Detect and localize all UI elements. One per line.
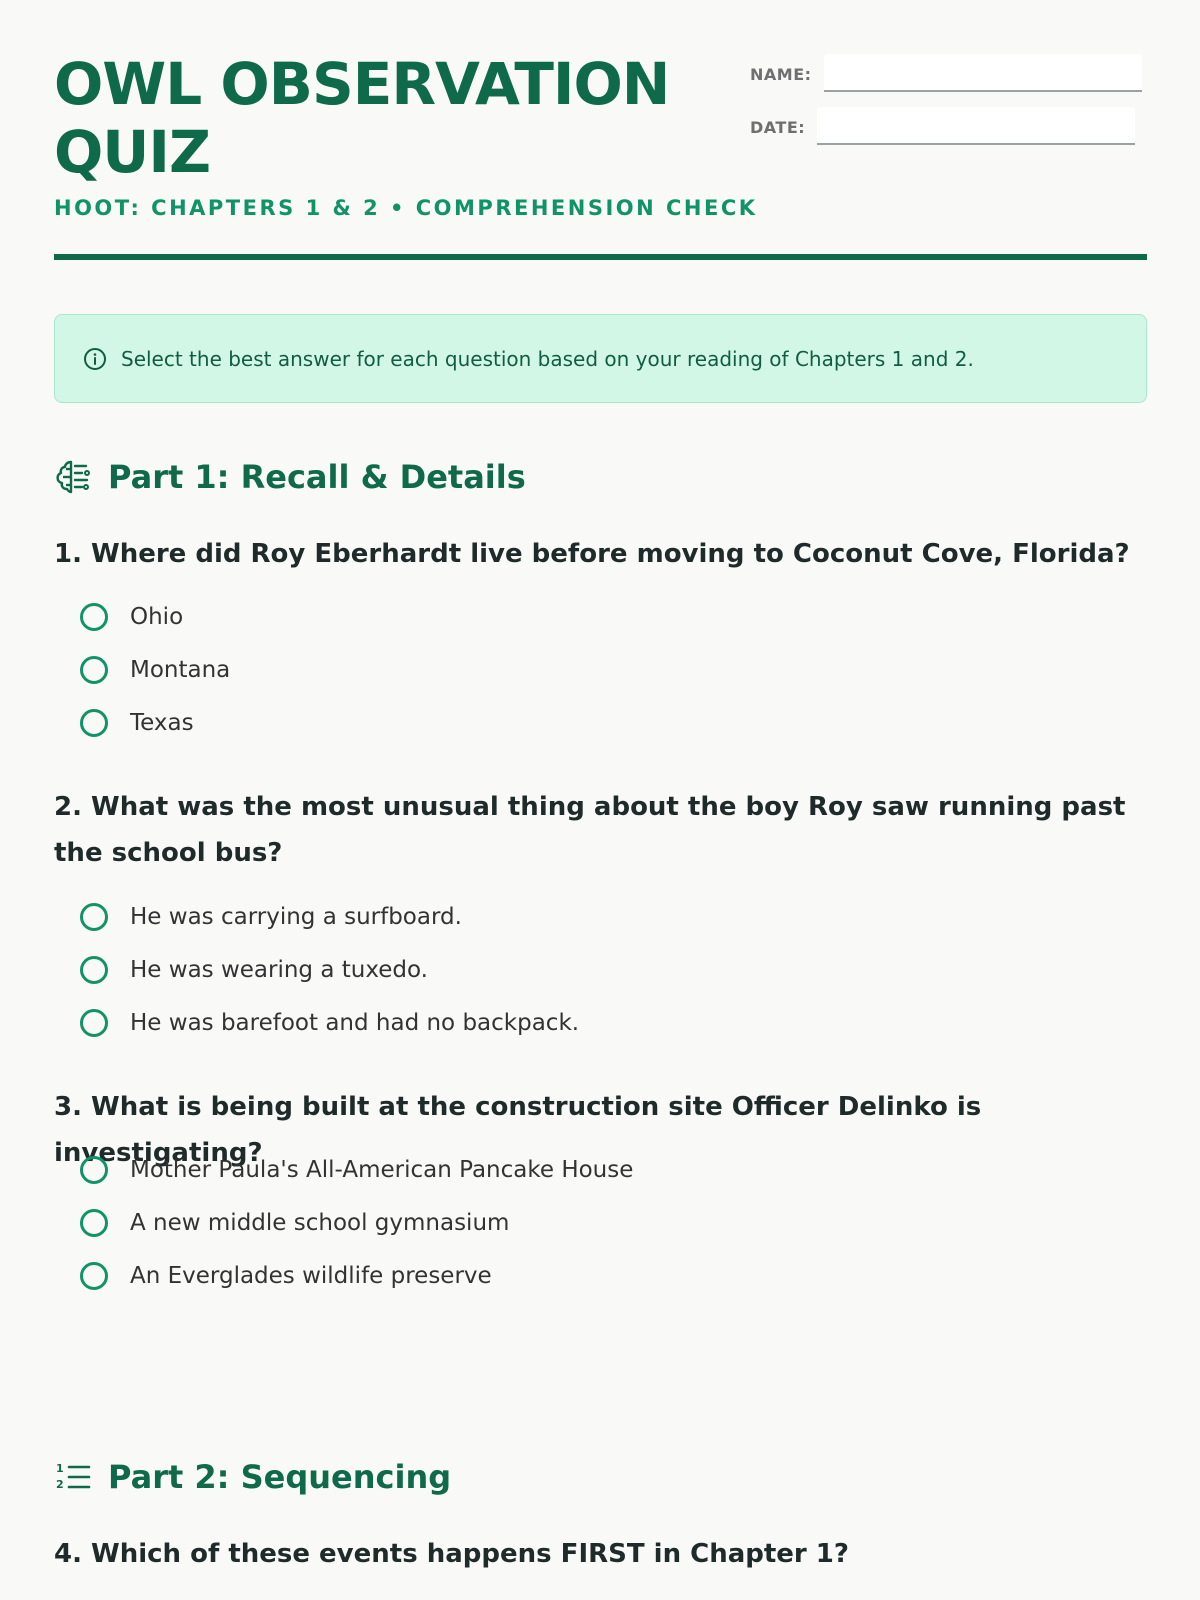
option-label: Montana bbox=[130, 656, 231, 683]
svg-text:2: 2 bbox=[56, 1478, 64, 1491]
date-input[interactable] bbox=[817, 107, 1135, 145]
radio-button[interactable] bbox=[80, 1262, 108, 1290]
option-label: He was carrying a surfboard. bbox=[130, 903, 462, 930]
question-1-option-3[interactable] bbox=[80, 696, 230, 749]
option-label: An Everglades wildlife preserve bbox=[130, 1262, 492, 1289]
name-input[interactable] bbox=[824, 54, 1142, 92]
radio-button[interactable] bbox=[80, 656, 108, 684]
option-label: He was barefoot and had no backpack. bbox=[130, 1009, 580, 1036]
date-label: DATE: bbox=[750, 118, 806, 137]
radio-button[interactable] bbox=[80, 603, 108, 631]
option-label: A new middle school gymnasium bbox=[130, 1209, 510, 1236]
radio-button[interactable] bbox=[80, 1209, 108, 1237]
radio-button[interactable] bbox=[80, 1009, 108, 1037]
question-4: 4. Which of these events happens FIRST in Chapter 1? bbox=[54, 1539, 849, 1569]
radio-button[interactable] bbox=[80, 903, 108, 931]
question-2-option-2[interactable] bbox=[80, 943, 579, 996]
question-3-option-1[interactable] bbox=[80, 1143, 633, 1196]
date-field-group bbox=[750, 107, 1135, 145]
part-2-heading bbox=[54, 1458, 451, 1496]
question-3: 3. What is being built at the construction site Officer Delinko is investigating? bbox=[54, 1092, 982, 1168]
radio-button[interactable] bbox=[80, 709, 108, 737]
part-1-heading bbox=[54, 458, 526, 496]
part-2-title: Part 2: Sequencing bbox=[108, 1458, 452, 1496]
page-subtitle: HOOT: CHAPTERS 1 & 2 • COMPREHENSION CHECK bbox=[54, 196, 758, 220]
question-1-options bbox=[80, 590, 230, 749]
quiz-header bbox=[54, 0, 1147, 262]
radio-button[interactable] bbox=[80, 1156, 108, 1184]
name-label: NAME: bbox=[750, 65, 812, 84]
numbered-list-icon bbox=[54, 1458, 92, 1496]
question-1: 1. Where did Roy Eberhardt live before moving to Coconut Cove, Florida? bbox=[54, 539, 1130, 569]
question-2-option-1[interactable] bbox=[80, 890, 579, 943]
quiz-page bbox=[54, 0, 1147, 1569]
option-label: Texas bbox=[130, 709, 194, 736]
page-title: OWL OBSERVATION QUIZ bbox=[54, 50, 670, 186]
svg-text:1: 1 bbox=[56, 1462, 64, 1475]
instructions-text: Select the best answer for each question based on your reading of Chapters 1 and 2. bbox=[121, 346, 974, 371]
question-2-options bbox=[80, 890, 579, 1049]
header-divider bbox=[54, 254, 1147, 260]
question-1-option-2[interactable] bbox=[80, 643, 230, 696]
question-3-option-3[interactable] bbox=[80, 1249, 633, 1302]
radio-button[interactable] bbox=[80, 956, 108, 984]
option-label: Ohio bbox=[130, 603, 184, 630]
question-2-option-3[interactable] bbox=[80, 996, 579, 1049]
option-label: Mother Paula's All-American Pancake House bbox=[130, 1156, 634, 1183]
question-1-option-1[interactable] bbox=[80, 590, 230, 643]
part-1-title: Part 1: Recall & Details bbox=[108, 458, 526, 496]
brain-icon bbox=[54, 458, 92, 496]
name-field-group bbox=[750, 54, 1142, 92]
question-2: 2. What was the most unusual thing about the boy Roy saw running past the school bus? bbox=[54, 792, 1126, 868]
option-label: He was wearing a tuxedo. bbox=[130, 956, 428, 983]
info-circle-icon bbox=[83, 347, 107, 371]
instructions-box bbox=[54, 314, 1147, 403]
question-3-option-2[interactable] bbox=[80, 1196, 633, 1249]
question-3-options bbox=[80, 1143, 633, 1302]
